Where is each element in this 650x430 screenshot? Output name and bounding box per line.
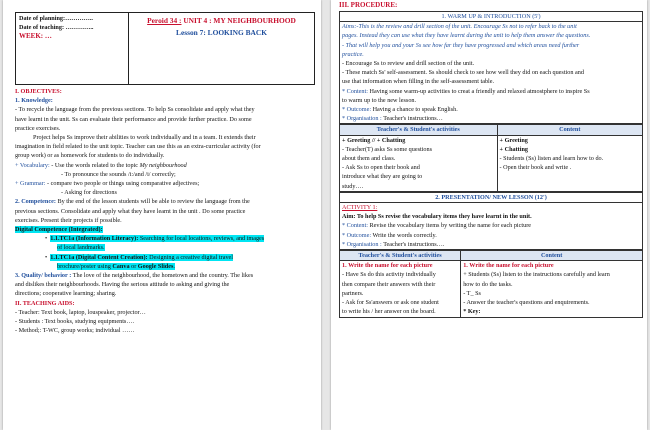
warmup-table [339,11,643,124]
vocabulary-line: + Vocabulary: - Use the words related to the topic My neighbourhood [15,161,187,169]
knowledge-heading: 1. Knowledge: [15,97,53,105]
header-title-cell [129,13,314,84]
quality-line: directions; cooperative learning; sharing. [15,290,117,298]
objectives-heading: I. OBJECTIVES: [15,88,62,95]
procedure-heading: III. PROCEDURE: [339,1,398,9]
outcome-line: * Outcome: Having a chance to speak English. [342,106,458,114]
content-cell: 1. Write the name for each picture + Students (Ss) listen to the instructions carefully and learn how to do the tasks. - T_ Ss - Answer the teacher's questions and enquirements. * Key: [461,261,643,317]
organisation-line: * Organisation : Teacher's instructions… [342,115,443,123]
presentation-table [339,192,643,250]
knowledge-line: have learnt in the unit. Ss can evaluate their performance and provide further practice. Do some [15,115,252,123]
unit-title [133,15,310,26]
competence-line: exercises. Present their projects if possible. [15,216,122,224]
presentation-body [340,203,643,250]
activities-cell: 1. Write the name for each picture - Have Ss do this activity individually then compare their answers with their partners. - Ask for Ss'answers or ask one student to write his / her answer on the board. [340,261,461,317]
content-line: * Content: Revise the vocabulary items by writing the name for each picture [342,222,532,230]
warmup-line: use that information when filling in the self-assessment table. [342,78,495,86]
date-of-planning: Date of planning:………….. [19,15,93,22]
digital-competence-heading: Digital Competence (Integrated): [15,226,103,234]
vocabulary-label: + Vocabulary: [15,161,50,169]
activity-1-table [339,250,643,317]
week-label: WEEK: … [19,32,52,41]
col-activities-header: Teacher's & Student's activities [340,251,461,261]
bullet-icon: • [45,235,51,243]
col-activities-header: Teacher's & Student's activities [340,125,498,135]
right-page [331,0,647,430]
lesson-title: Lesson 7: LOOKING BACK [176,28,267,37]
competence-line: previous sections. Consolidate and apply what they have learnt in the unit . Do some practice [15,207,246,215]
project-line: group work) or as homework for students to do individually. [15,152,165,160]
date-of-teaching: Date of teaching: ………….. [19,24,94,32]
aims-line: pages. Instead they can use what they have learnt during the unit to help them answer the questions. [342,32,591,40]
content-line: * Content: Having some warm-up activities to creat a friendly and relaxed atmostphere to inspire Ss [342,87,590,95]
col-content-header: Content [497,125,642,135]
organisation-line: * Organisation : Teacher's instructions…. [342,240,445,248]
outcome-line: * Outcome: Write the words correctly. [342,231,437,239]
warmup-line: - These match Ss' self-assessment. Ss should check to see how well they did on each question and [342,69,584,77]
warmup-body [340,22,643,124]
quality-heading: 3. Quality/ behavior : [15,272,72,280]
grammar-label: + Grammar: [15,180,46,188]
aids-line: - Method;: T-WC, group works; individual …… [15,327,135,335]
aims-line: practice. [342,50,364,58]
bullet-icon: • [45,253,51,261]
warmup-heading: 1. WARM UP & INTRODUCTION (5') [340,12,643,22]
project-line: imagination in field related to the unit topic. Teacher can use this as an extra-curricular activity (for [15,143,261,151]
activity-1-heading: ACTIVITY 1: [342,204,378,212]
lesson-header-table [15,12,315,85]
teaching-aids-heading: II. TEACHING AIDS: [15,299,75,307]
digital-item-2-cont: brochure/poster using Canva or Google Slides. [57,262,175,270]
content-line-2: to warm up to the new lesson. [342,96,417,104]
knowledge-line: practice exercises. [15,124,61,132]
vocabulary-topic: My neighbourhood [139,161,187,169]
aim-line: Aim: To help Ss revise the vocabulary items they have learnt in the unit. [342,213,532,221]
knowledge-line: - To recycle the language from the previous sections. To help Ss consolidate and apply what they [15,106,255,114]
aids-line: - Students : Text books, studying equipments…. [15,318,135,326]
grammar-line-2: - Asking for directions [61,189,117,197]
warmup-line: - Encourage Ss to review and drill section of the unit. [342,60,475,68]
left-page [3,0,321,430]
unit-name: UNIT 4 : MY NEIGHBOURHOOD [181,16,296,25]
aims-line: Aims:-This is the review and drill section of the unit. Encourage Ss not to refer back to the unit [342,23,577,31]
grammar-line: + Grammar: - compare two people or things using comparative adjectives; [15,180,200,188]
activities-cell: + Greeting // + Chatting - Teacher(T) asks Ss some questions about them and class. - Ask Ss to open their book and introduce what they are going to study…. [340,135,498,191]
quality-line: and dislikes their neighbourhoods. Having the serious attitude to asking and giving the [15,281,230,289]
competence-heading: 2. Competence: [15,198,56,206]
presentation-heading: 2. PRESENTATION/ NEW LESSON (12') [340,192,643,202]
quality-line: 3. Quality/ behavior : The love of the neighbourhood, the hometown and the country. The likes [15,272,254,280]
competence-line: 2. Competence: By the end of the lesson students will be able to review the language from the [15,198,250,206]
project-line: Project helps Ss improve their abilities to work individually and in a team. It extends their [33,134,256,142]
digital-item-1-cont: of local landmarks. [57,244,105,252]
content-cell: + Greeting + Chatting - Students (Ss) listen and learn how to do. - Open their book and write . [497,135,642,191]
period-number: Peroid 34 : [147,16,182,25]
header-dates-cell [16,13,129,84]
pronunciation-line: - To pronounce the sounds /i:/and /i/ correctly; [61,170,176,178]
col-content-header: Content [461,251,643,261]
warmup-activities-table [339,124,643,191]
digital-item-2: • 1.1.TC1a (Digital Content Creation): Designing a creative digital travel [45,253,233,261]
aids-line: - Teacher: Text book, laptop, louspeaker, projector… [15,308,146,316]
aims-line: - That will help you and your Ss see how far they have progressed and which areas need further [342,41,580,49]
digital-item-1: • 1.1.TC1a (Information Literacy): Searching for local locations, reviews, and images [45,235,265,243]
